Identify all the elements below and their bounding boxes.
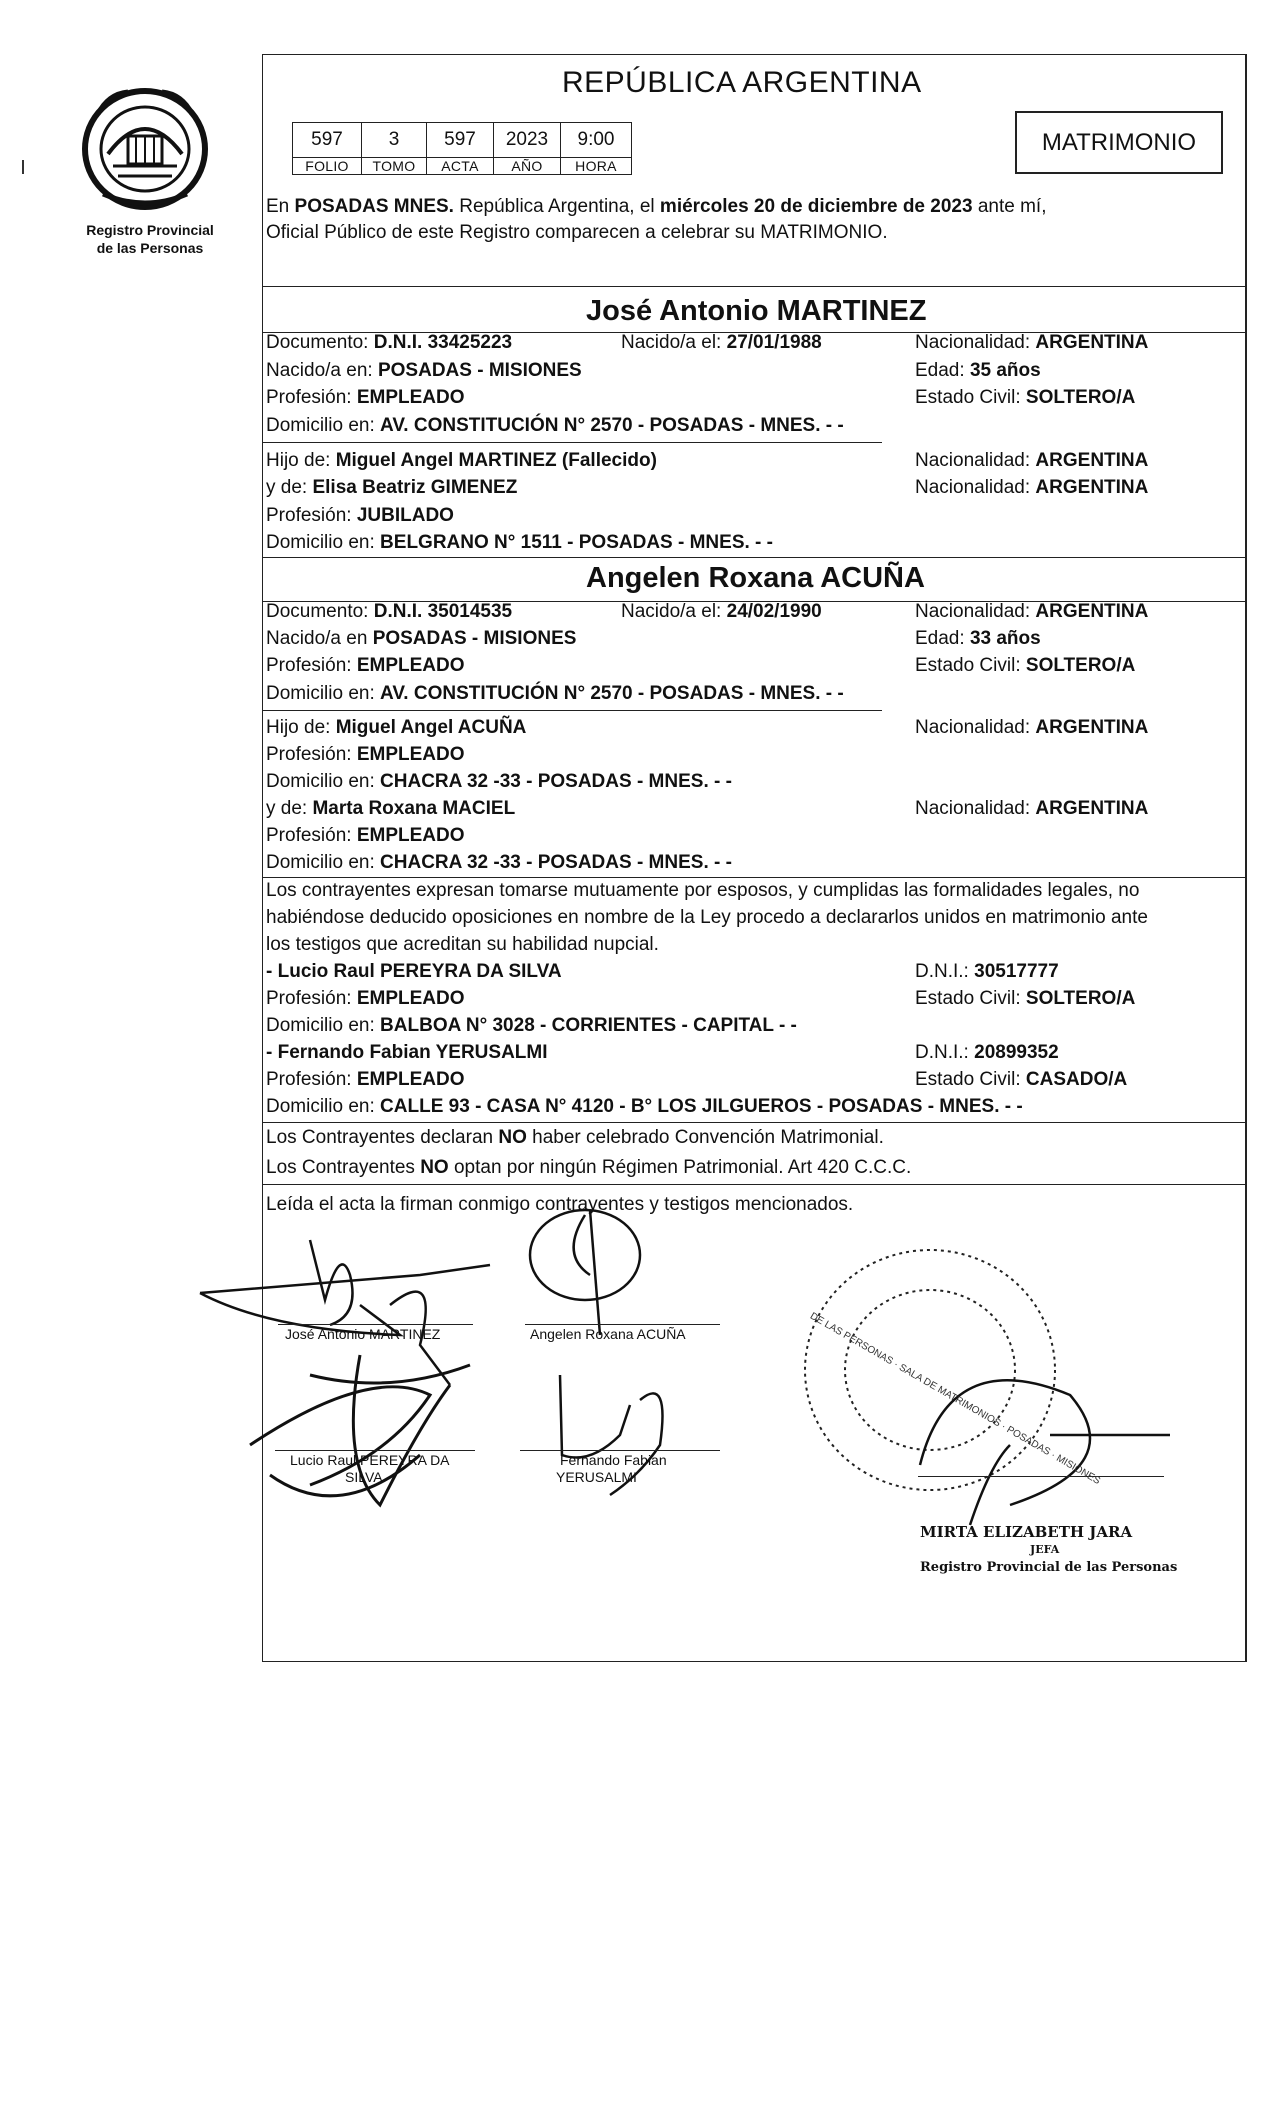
intro-text-b: República Argentina, el bbox=[453, 196, 660, 217]
groom-parents-addr bbox=[266, 532, 773, 554]
label: Nacido/a el: bbox=[621, 332, 722, 353]
bride-mother-prof bbox=[266, 825, 465, 847]
label: Nacionalidad: bbox=[915, 717, 1031, 738]
intro-date: miércoles 20 de diciembre de 2023 bbox=[659, 196, 973, 217]
label: Documento: bbox=[266, 601, 369, 622]
bride-place-value: POSADAS - MISIONES bbox=[372, 628, 577, 649]
signature-line bbox=[918, 1476, 1164, 1477]
label: Domicilio en: bbox=[266, 771, 375, 792]
label: Nacido/a en: bbox=[266, 360, 373, 381]
bride-father-nat bbox=[915, 717, 1148, 739]
witness1-sig-label1: Lucio Raul PEREYRA DA bbox=[290, 1452, 450, 1468]
divider bbox=[262, 1122, 1247, 1123]
witness1-dni-value: 30517777 bbox=[974, 961, 1059, 982]
intro-line1 bbox=[266, 196, 1046, 218]
bride-age bbox=[915, 628, 1041, 650]
hora-value: 9:00 bbox=[561, 123, 632, 158]
label: Profesión: bbox=[266, 744, 352, 765]
label: Edad: bbox=[915, 360, 965, 381]
witness2-civil bbox=[915, 1069, 1127, 1091]
bride-mother-nat-value: ARGENTINA bbox=[1035, 798, 1149, 819]
regime-text: Los Contrayentes declaran bbox=[266, 1127, 499, 1148]
witness1-prof-value: EMPLEADO bbox=[356, 988, 465, 1009]
groom-age-value: 35 años bbox=[969, 360, 1041, 381]
label: Documento: bbox=[266, 332, 369, 353]
witness2-name: - Fernando Fabian YERUSALMI bbox=[266, 1042, 548, 1063]
groom-father-nat bbox=[915, 450, 1148, 472]
divider bbox=[262, 557, 1247, 558]
groom-name: José Antonio MARTINEZ bbox=[586, 295, 927, 327]
witness1-addr-value: BALBOA N° 3028 - CORRIENTES - CAPITAL - - bbox=[380, 1015, 797, 1036]
bride-mother-value: Marta Roxana MACIEL bbox=[312, 798, 516, 819]
acta-value: 597 bbox=[427, 123, 494, 158]
folio-value: 597 bbox=[293, 123, 362, 158]
label: Profesión: bbox=[266, 387, 352, 408]
groom-signature bbox=[200, 1240, 490, 1385]
groom-father bbox=[266, 450, 657, 472]
label: Domicilio en: bbox=[266, 532, 375, 553]
regime-line1 bbox=[266, 1127, 884, 1149]
groom-addr-value: AV. CONSTITUCIÓN N° 2570 - POSADAS - MNES. - - bbox=[380, 415, 844, 436]
declaration-line2: habiéndose deducido oposiciones en nombre de la Ley procedo a declararlos unidos en matrimonio ante bbox=[266, 907, 1148, 928]
label: Domicilio en: bbox=[266, 1015, 375, 1036]
regime-text: optan por ningún Régimen Patrimonial. Art 420 C.C.C. bbox=[448, 1157, 912, 1178]
label: Profesión: bbox=[266, 825, 352, 846]
witness1-name: - Lucio Raul PEREYRA DA SILVA bbox=[266, 961, 562, 982]
logo-caption-line2: de las Personas bbox=[96, 240, 204, 256]
witness2-dni-value: 20899352 bbox=[974, 1042, 1059, 1063]
label: Estado Civil: bbox=[915, 988, 1021, 1009]
label: D.N.I.: bbox=[915, 961, 969, 982]
groom-mother-nat bbox=[915, 477, 1148, 499]
bride-name: Angelen Roxana ACUÑA bbox=[586, 562, 925, 594]
witness2-addr-value: CALLE 93 - CASA N° 4120 - B° LOS JILGUEROS - POSADAS - MNES. - - bbox=[380, 1096, 1023, 1117]
groom-prof bbox=[266, 387, 465, 409]
groom-place-value: POSADAS - MISIONES bbox=[377, 360, 582, 381]
stamp-text: DE LAS PERSONAS · SALA DE MATRIMONIOS · POSADAS · MISIONES bbox=[807, 1310, 1103, 1487]
divider bbox=[262, 710, 882, 711]
tomo-label: TOMO bbox=[362, 158, 427, 175]
bride-mother bbox=[266, 798, 515, 820]
label: y de: bbox=[266, 798, 308, 819]
regime-text: Los Contrayentes bbox=[266, 1157, 421, 1178]
witness1-civil bbox=[915, 988, 1135, 1010]
bride-prof bbox=[266, 655, 465, 677]
declaration-line3: los testigos que acreditan su habilidad nupcial. bbox=[266, 934, 659, 955]
intro-line2: Oficial Público de este Registro comparecen a celebrar su MATRIMONIO. bbox=[266, 222, 888, 243]
bride-age-value: 33 años bbox=[969, 628, 1041, 649]
groom-nat-value: ARGENTINA bbox=[1035, 332, 1149, 353]
groom-father-nat-value: ARGENTINA bbox=[1035, 450, 1149, 471]
witness2-prof-value: EMPLEADO bbox=[356, 1069, 465, 1090]
record-codes-table bbox=[292, 122, 632, 175]
record-type-box bbox=[1015, 111, 1223, 174]
bride-mother-nat bbox=[915, 798, 1148, 820]
bride-doc-value: D.N.I. 35014535 bbox=[373, 601, 513, 622]
bride-father-nat-value: ARGENTINA bbox=[1035, 717, 1149, 738]
witness1-prof bbox=[266, 988, 465, 1010]
label: Nacionalidad: bbox=[915, 798, 1031, 819]
label: Hijo de: bbox=[266, 450, 331, 471]
document-title: REPÚBLICA ARGENTINA bbox=[562, 66, 922, 99]
groom-parents-prof bbox=[266, 505, 454, 527]
groom-parents-prof-value: JUBILADO bbox=[356, 505, 454, 526]
label: Estado Civil: bbox=[915, 1069, 1021, 1090]
bride-mother-addr bbox=[266, 852, 732, 874]
ano-value: 2023 bbox=[494, 123, 561, 158]
divider bbox=[262, 286, 1247, 287]
label: Estado Civil: bbox=[915, 655, 1021, 676]
label: Domicilio en: bbox=[266, 683, 375, 704]
groom-mother-nat-value: ARGENTINA bbox=[1035, 477, 1149, 498]
label: Nacido/a el: bbox=[621, 601, 722, 622]
bride-father-prof bbox=[266, 744, 465, 766]
bride-civil bbox=[915, 655, 1135, 677]
label: Domicilio en: bbox=[266, 415, 375, 436]
witness2-prof bbox=[266, 1069, 465, 1091]
regime-line2 bbox=[266, 1157, 911, 1179]
divider bbox=[262, 1184, 1247, 1185]
bride-born-value: 24/02/1990 bbox=[726, 601, 822, 622]
groom-mother bbox=[266, 477, 517, 499]
label: Domicilio en: bbox=[266, 852, 375, 873]
declaration-line1: Los contrayentes expresan tomarse mutuamente por esposos, y cumplidas las formalidades legales, no bbox=[266, 880, 1140, 901]
groom-place bbox=[266, 360, 582, 382]
witness1-sig-label2: SILVA bbox=[345, 1469, 383, 1485]
regime-no: NO bbox=[420, 1157, 449, 1178]
bride-mother-prof-value: EMPLEADO bbox=[356, 825, 465, 846]
bride-addr bbox=[266, 683, 844, 705]
official-role: JEFA bbox=[1030, 1543, 1060, 1556]
record-type: MATRIMONIO bbox=[1041, 128, 1197, 156]
bride-nat-value: ARGENTINA bbox=[1035, 601, 1149, 622]
witness1-addr bbox=[266, 1015, 797, 1037]
groom-addr bbox=[266, 415, 844, 437]
groom-born-value: 27/01/1988 bbox=[726, 332, 822, 353]
regime-no: NO bbox=[498, 1127, 527, 1148]
hora-label: HORA bbox=[561, 158, 632, 175]
divider bbox=[262, 877, 1247, 878]
groom-prof-value: EMPLEADO bbox=[356, 387, 465, 408]
bride-mother-addr-value: CHACRA 32 -33 - POSADAS - MNES. - - bbox=[380, 852, 732, 873]
margin-mark bbox=[22, 160, 24, 174]
label: Hijo de: bbox=[266, 717, 331, 738]
witness2-dni bbox=[915, 1042, 1059, 1064]
province-seal-icon bbox=[78, 84, 212, 214]
signature-line bbox=[275, 1450, 475, 1451]
official-name: MIRTA ELIZABETH JARA bbox=[920, 1523, 1133, 1541]
label: Edad: bbox=[915, 628, 965, 649]
bride-born bbox=[621, 601, 822, 623]
groom-mother-value: Elisa Beatriz GIMENEZ bbox=[312, 477, 518, 498]
groom-sig-label: José Antonio MARTINEZ bbox=[285, 1326, 441, 1342]
groom-civil-value: SOLTERO/A bbox=[1025, 387, 1136, 408]
bride-nat bbox=[915, 601, 1148, 623]
intro-text-c: ante mí, bbox=[972, 196, 1047, 217]
groom-born bbox=[621, 332, 822, 354]
signature-line bbox=[520, 1450, 720, 1451]
label: Nacionalidad: bbox=[915, 450, 1031, 471]
signature-line bbox=[278, 1324, 473, 1325]
witness1-dni bbox=[915, 961, 1059, 983]
divider bbox=[262, 442, 882, 443]
ano-label: AÑO bbox=[494, 158, 561, 175]
groom-civil bbox=[915, 387, 1135, 409]
bride-civil-value: SOLTERO/A bbox=[1025, 655, 1136, 676]
witness1-civil-value: SOLTERO/A bbox=[1025, 988, 1136, 1009]
bride-place bbox=[266, 628, 576, 650]
label: Profesión: bbox=[266, 655, 352, 676]
groom-father-value: Miguel Angel MARTINEZ (Fallecido) bbox=[335, 450, 657, 471]
bride-father-prof-value: EMPLEADO bbox=[356, 744, 465, 765]
label: Domicilio en: bbox=[266, 1096, 375, 1117]
label: Nacido/a en bbox=[266, 628, 368, 649]
bride-prof-value: EMPLEADO bbox=[356, 655, 465, 676]
witness2-addr bbox=[266, 1096, 1023, 1118]
groom-doc-value: D.N.I. 33425223 bbox=[373, 332, 513, 353]
registry-logo bbox=[78, 84, 212, 214]
bride-father-value: Miguel Angel ACUÑA bbox=[335, 717, 527, 738]
label: Nacionalidad: bbox=[915, 332, 1031, 353]
signature-line bbox=[525, 1324, 720, 1325]
tomo-value: 3 bbox=[362, 123, 427, 158]
witness2-sig-label1: Fernando Fabian bbox=[560, 1452, 667, 1468]
witness2-sig-label2: YERUSALMI bbox=[556, 1469, 637, 1485]
witness2-civil-value: CASADO/A bbox=[1025, 1069, 1128, 1090]
bride-father bbox=[266, 717, 526, 739]
acta-label: ACTA bbox=[427, 158, 494, 175]
logo-caption-line1: Registro Provincial bbox=[86, 222, 214, 238]
label: y de: bbox=[266, 477, 308, 498]
groom-parents-addr-value: BELGRANO N° 1511 - POSADAS - MNES. - - bbox=[380, 532, 773, 553]
label: Estado Civil: bbox=[915, 387, 1021, 408]
groom-doc bbox=[266, 332, 512, 354]
official-office: Registro Provincial de las Personas bbox=[920, 1560, 1178, 1575]
groom-nat bbox=[915, 332, 1148, 354]
folio-label: FOLIO bbox=[293, 158, 362, 175]
label: Profesión: bbox=[266, 505, 352, 526]
label: Nacionalidad: bbox=[915, 477, 1031, 498]
bride-signature bbox=[530, 1210, 640, 1335]
label: D.N.I.: bbox=[915, 1042, 969, 1063]
bride-doc bbox=[266, 601, 512, 623]
intro-text-a: En bbox=[266, 196, 295, 217]
bride-father-addr bbox=[266, 771, 732, 793]
closing-text: Leída el acta la firman conmigo contrayentes y testigos mencionados. bbox=[266, 1194, 854, 1215]
regime-text: haber celebrado Convención Matrimonial. bbox=[526, 1127, 884, 1148]
bride-father-addr-value: CHACRA 32 -33 - POSADAS - MNES. - - bbox=[380, 771, 732, 792]
intro-place: POSADAS MNES. bbox=[294, 196, 454, 217]
label: Profesión: bbox=[266, 988, 352, 1009]
groom-age bbox=[915, 360, 1041, 382]
official-stamp bbox=[805, 1250, 1103, 1490]
label: Nacionalidad: bbox=[915, 601, 1031, 622]
bride-addr-value: AV. CONSTITUCIÓN N° 2570 - POSADAS - MNES. - - bbox=[380, 683, 844, 704]
bride-sig-label: Angelen Roxana ACUÑA bbox=[530, 1326, 686, 1342]
label: Profesión: bbox=[266, 1069, 352, 1090]
